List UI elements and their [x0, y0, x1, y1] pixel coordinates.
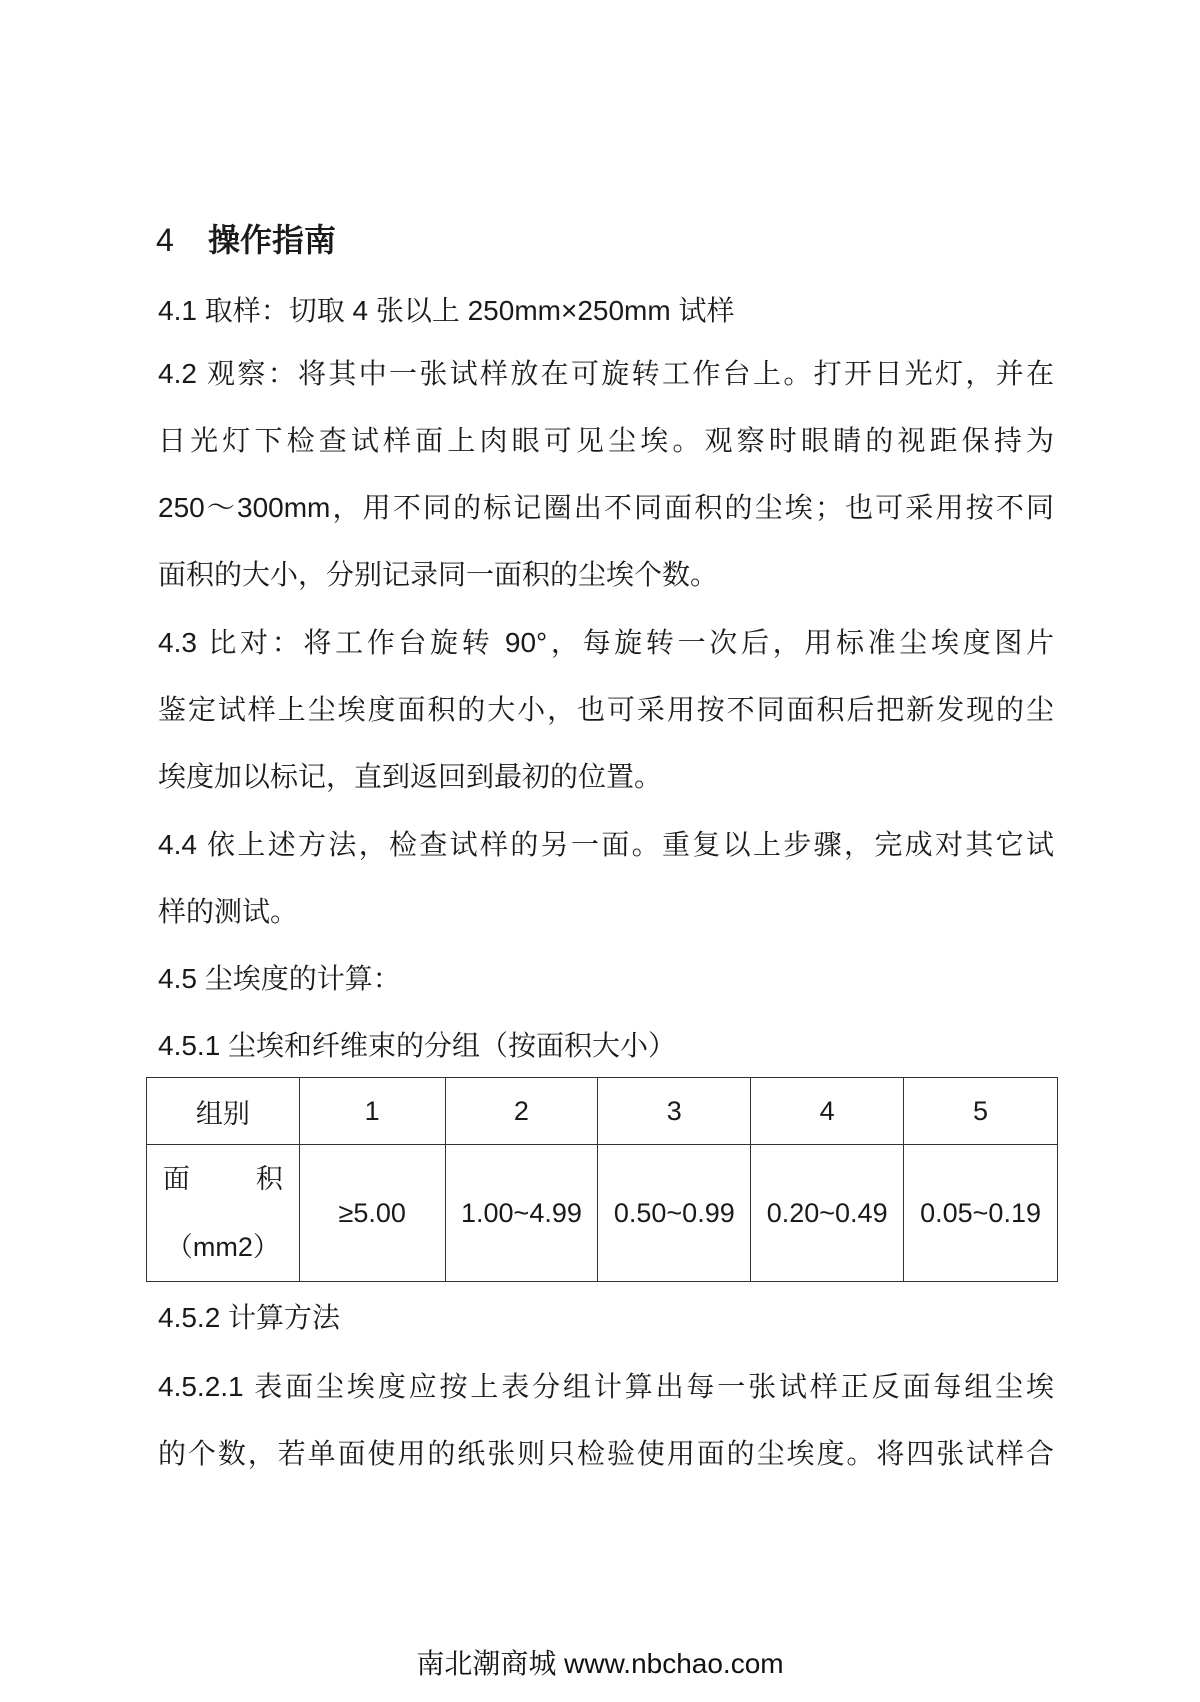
section-number: 4	[156, 222, 174, 258]
paragraph-4-5-2-1-line-1: 4.5.2.1 表面尘埃度应按上表分组计算出每一张试样正反面每组尘埃	[158, 1371, 1054, 1402]
section-heading	[156, 218, 336, 262]
area-label-cell	[147, 1145, 300, 1282]
paragraph-4-1: 4.1 取样：切取 4 张以上 250mm×250mm 试样	[158, 295, 735, 326]
area-value-cell-3: 0.50~0.99	[598, 1145, 751, 1282]
paragraph-4-2-line-4: 面积的大小，分别记录同一面积的尘埃个数。	[158, 559, 719, 590]
paragraph-4-5-1: 4.5.1 尘埃和纤维束的分组（按面积大小）	[158, 1030, 677, 1061]
table-area-row	[147, 1145, 1058, 1282]
area-label-unit: （mm2）	[165, 1232, 280, 1262]
table-header-row	[147, 1078, 1058, 1145]
paragraph-4-5: 4.5 尘埃度的计算：	[158, 963, 401, 994]
dust-group-table	[146, 1077, 1058, 1282]
header-cell-3: 3	[598, 1078, 751, 1145]
header-cell-group: 组别	[147, 1078, 300, 1145]
paragraph-4-3-line-3: 埃度加以标记，直到返回到最初的位置。	[158, 761, 663, 792]
paragraph-4-3-line-2: 鉴定试样上尘埃度面积的大小，也可采用按不同面积后把新发现的尘	[158, 694, 1054, 725]
area-value-cell-1: ≥5.00	[299, 1145, 445, 1282]
header-cell-5: 5	[904, 1078, 1058, 1145]
paragraph-4-5-2-1-line-2: 的个数，若单面使用的纸张则只检验使用面的尘埃度。将四张试样合	[158, 1438, 1054, 1469]
area-value-cell-5: 0.05~0.19	[904, 1145, 1058, 1282]
paragraph-4-2-line-1: 4.2 观察：将其中一张试样放在可旋转工作台上。打开日光灯，并在	[158, 358, 1054, 389]
paragraph-4-3-line-1: 4.3 比对：将工作台旋转 90°，每旋转一次后，用标准尘埃度图片	[158, 627, 1054, 658]
paragraph-4-2-line-3: 250～300mm，用不同的标记圈出不同面积的尘埃；也可采用按不同	[158, 492, 1054, 523]
area-value-cell-4: 0.20~0.49	[751, 1145, 904, 1282]
area-label-top: 面 积	[162, 1164, 283, 1194]
footer-watermark: 南北潮商城 www.nbchao.com	[416, 1648, 784, 1679]
header-cell-1: 1	[299, 1078, 445, 1145]
section-title: 操作指南	[208, 222, 337, 258]
header-cell-4: 4	[751, 1078, 904, 1145]
area-value-cell-2: 1.00~4.99	[445, 1145, 598, 1282]
paragraph-4-2-line-2: 日光灯下检查试样面上肉眼可见尘埃。观察时眼睛的视距保持为	[158, 425, 1054, 456]
header-cell-2: 2	[445, 1078, 598, 1145]
paragraph-4-4-line-2: 样的测试。	[158, 896, 299, 927]
paragraph-4-4-line-1: 4.4 依上述方法，检查试样的另一面。重复以上步骤，完成对其它试	[158, 829, 1054, 860]
paragraph-4-5-2: 4.5.2 计算方法	[158, 1302, 341, 1333]
